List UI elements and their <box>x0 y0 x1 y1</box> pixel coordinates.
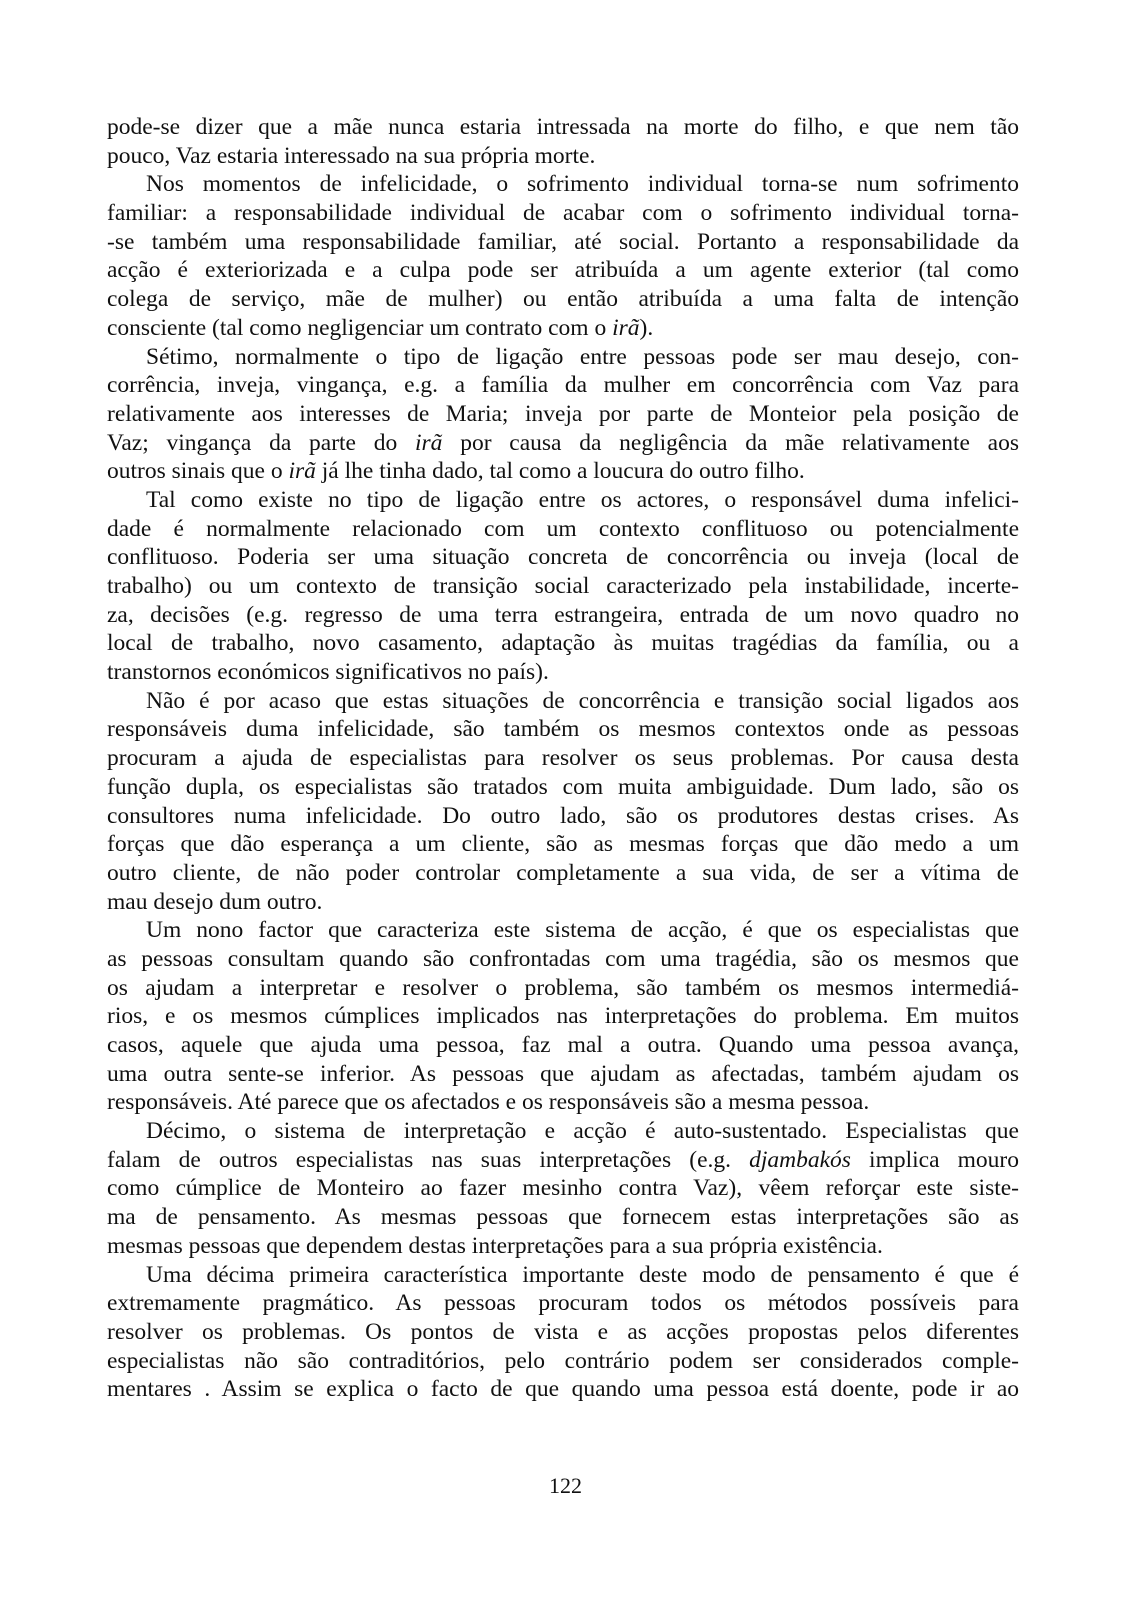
text-segment: como cúmplice de Monteiro ao fazer mesinho contra Vaz), vêem reforçar este siste- <box>107 1175 1019 1202</box>
text-segment: pouco, Vaz estaria interessado na sua própria morte. <box>107 142 596 169</box>
text-segment: local de trabalho, novo casamento, adaptação às muitas tragédias da família, ou a <box>107 630 1019 657</box>
italic-term: djambakós <box>749 1146 851 1173</box>
text-line <box>107 1347 1019 1376</box>
text-line <box>107 1203 1019 1232</box>
text-segment: casos, aquele que ajuda uma pessoa, faz mal a outra. Quando uma pessoa avança, <box>107 1032 1019 1058</box>
text-line <box>107 1232 1019 1261</box>
text-line <box>107 830 1019 859</box>
text-line <box>107 687 1019 716</box>
text-line <box>107 715 1019 744</box>
text-line <box>107 400 1019 429</box>
text-line <box>107 429 1019 458</box>
text-line <box>107 199 1019 228</box>
text-segment: falam de outros especialistas nas suas interpretações (e.g. <box>107 1146 750 1173</box>
page-number: 122 <box>549 1473 582 1498</box>
text-line <box>107 1261 1019 1290</box>
text-line <box>107 601 1019 630</box>
text-segment: extremamente pragmático. As pessoas procuram todos os métodos possíveis para <box>107 1290 1019 1317</box>
text-segment: rios, e os mesmos cúmplices implicados nas interpretações do problema. Em muitos <box>107 1003 1019 1030</box>
text-line <box>107 658 1019 687</box>
text-line <box>107 1088 1019 1117</box>
text-line <box>107 343 1019 372</box>
text-line <box>107 802 1019 831</box>
text-segment: Um nono factor que caracteriza este sistema de acção, é que os especialistas que <box>146 917 1019 944</box>
text-segment: Sétimo, normalmente o tipo de ligação entre pessoas pode ser mau desejo, con- <box>146 343 1019 370</box>
text-segment: responsáveis duma infelicidade, são também os mesmos contextos onde as pessoas <box>107 716 1019 743</box>
text-segment: ). <box>639 314 654 341</box>
text-line <box>107 1375 1019 1404</box>
text-segment: conflituoso. Poderia ser uma situação concreta de concorrência ou inveja (local de <box>107 544 1019 571</box>
text-line <box>107 142 1019 171</box>
text-line <box>107 285 1019 314</box>
text-segment: implica mouro <box>850 1146 1019 1173</box>
text-line <box>107 1174 1019 1203</box>
text-line <box>107 773 1019 802</box>
text-segment: função dupla, os especialistas são tratados com muita ambiguidade. Dum lado, são os <box>107 773 1019 800</box>
text-line <box>107 170 1019 199</box>
text-segment: pode-se dizer que a mãe nunca estaria intressada na morte do filho, e que nem tão <box>107 114 1019 140</box>
text-segment: familiar: a responsabilidade individual de acabar com o sofrimento individual torna- <box>107 200 1019 227</box>
italic-term: irã <box>288 458 316 485</box>
text-segment: trabalho) ou um contexto de transição social caracterizado pela instabilidade, incerte- <box>107 573 1019 599</box>
text-line <box>107 1060 1019 1089</box>
text-segment: mesmas pessoas que dependem destas interpretações para a sua própria existência. <box>107 1232 883 1259</box>
text-segment: corrência, inveja, vingança, e.g. a família da mulher em concorrência com Vaz para <box>107 372 1019 399</box>
text-segment: procuram a ajuda de especialistas para resolver os seus problemas. Por causa desta <box>107 745 1019 772</box>
text-line <box>107 457 1019 486</box>
text-line <box>107 371 1019 400</box>
text-line <box>107 974 1019 1003</box>
text-segment: responsáveis. Até parece que os afectados e os responsáveis são a mesma pessoa. <box>107 1089 870 1116</box>
text-line <box>107 1117 1019 1146</box>
text-line <box>107 486 1019 515</box>
text-segment: os ajudam a interpretar e resolver o problema, são também os mesmos intermediá- <box>107 974 1019 1001</box>
text-segment: as pessoas consultam quando são confrontadas com uma tragédia, são os mesmos que <box>107 945 1019 972</box>
text-line <box>107 314 1019 343</box>
italic-term: irã <box>612 314 640 341</box>
text-segment: za, decisões (e.g. regresso de uma terra estrangeira, entrada de um novo quadro no <box>107 601 1019 628</box>
text-segment: Vaz; vingança da parte do <box>107 429 415 456</box>
text-segment: ma de pensamento. As mesmas pessoas que fornecem estas interpretações são as <box>107 1204 1019 1231</box>
text-segment: consultores numa infelicidade. Do outro lado, são os produtores destas crises. As <box>107 802 1019 829</box>
text-segment: resolver os problemas. Os pontos de vista e as acções propostas pelos diferentes <box>107 1318 1019 1345</box>
text-line <box>107 859 1019 888</box>
text-segment: transtornos económicos significativos no país). <box>107 659 549 686</box>
text-segment: forças que dão esperança a um cliente, são as mesmas forças que dão medo a um <box>107 831 1019 858</box>
text-line <box>107 515 1019 544</box>
text-segment: Nos momentos de infelicidade, o sofrimento individual torna-se num sofrimento <box>146 171 1019 198</box>
text-segment: Décimo, o sistema de interpretação e acção é auto-sustentado. Especialistas que <box>146 1118 1019 1145</box>
text-line <box>107 572 1019 601</box>
text-segment: já lhe tinha dado, tal como a loucura do outro filho. <box>315 458 805 485</box>
text-segment: acção é exteriorizada e a culpa pode ser atribuída a um agente exterior (tal como <box>107 257 1019 284</box>
text-segment: outro cliente, de não poder controlar completamente a sua vida, de ser a vítima de <box>107 859 1019 886</box>
text-line <box>107 888 1019 917</box>
text-segment: Não é por acaso que estas situações de concorrência e transição social ligados aos <box>146 687 1019 714</box>
text-line <box>107 1146 1019 1175</box>
text-segment: mau desejo dum outro. <box>107 888 323 915</box>
text-segment: colega de serviço, mãe de mulher) ou então atribuída a uma falta de intenção <box>107 286 1019 313</box>
text-segment: uma outra sente-se inferior. As pessoas que ajudam as afectadas, também ajudam os <box>107 1060 1019 1087</box>
text-line <box>107 629 1019 658</box>
text-line <box>107 228 1019 257</box>
text-segment: consciente (tal como negligenciar um contrato com o <box>107 314 613 341</box>
text-line <box>107 1002 1019 1031</box>
text-segment: mentares . Assim se explica o facto de que quando uma pessoa está doente, pode ir ao <box>107 1376 1019 1403</box>
text-segment: -se também uma responsabilidade familiar, até social. Portanto a responsabilidade da <box>107 228 1019 255</box>
text-segment: outros sinais que o <box>107 458 289 485</box>
text-line <box>107 256 1019 285</box>
text-segment: Tal como existe no tipo de ligação entre os actores, o responsável duma infelici- <box>146 486 1019 513</box>
text-line <box>107 1318 1019 1347</box>
text-line <box>107 1289 1019 1318</box>
text-line <box>107 1031 1019 1060</box>
text-segment: Uma décima primeira característica importante deste modo de pensamento é que é <box>146 1261 1019 1288</box>
text-segment: dade é normalmente relacionado com um contexto conflituoso ou potencialmente <box>107 515 1019 542</box>
text-line <box>107 945 1019 974</box>
text-segment: especialistas não são contraditórios, pelo contrário podem ser considerados comple- <box>107 1347 1019 1374</box>
page-body <box>107 113 1019 1404</box>
text-line <box>107 916 1019 945</box>
text-line <box>107 543 1019 572</box>
text-segment: relativamente aos interesses de Maria; inveja por parte de Monteior pela posição de <box>107 400 1019 427</box>
text-segment: por causa da negligência da mãe relativamente aos <box>442 429 1019 456</box>
text-line <box>107 113 1019 142</box>
text-line <box>107 744 1019 773</box>
italic-term: irã <box>415 429 443 456</box>
